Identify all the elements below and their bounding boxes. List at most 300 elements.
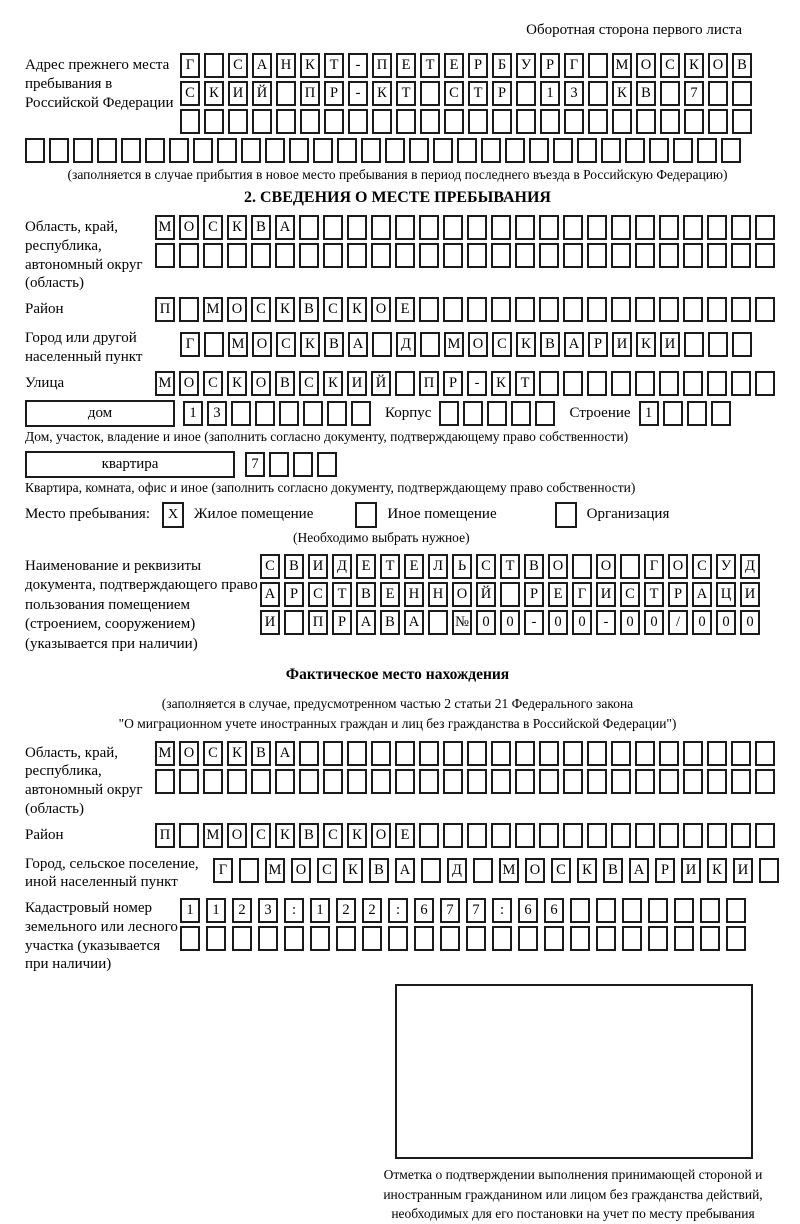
char-cell[interactable] xyxy=(395,769,415,794)
char-cell[interactable] xyxy=(395,371,415,396)
char-cell[interactable]: Т xyxy=(500,554,520,579)
char-cell[interactable] xyxy=(491,741,511,766)
char-cell[interactable] xyxy=(755,371,775,396)
char-cell[interactable] xyxy=(252,109,272,134)
char-cell[interactable]: Р xyxy=(324,81,344,106)
char-cell[interactable] xyxy=(611,243,631,268)
char-cell[interactable]: С xyxy=(476,554,496,579)
char-cell[interactable] xyxy=(635,741,655,766)
char-cell[interactable]: Т xyxy=(644,582,664,607)
char-cell[interactable] xyxy=(419,243,439,268)
char-cell[interactable] xyxy=(755,769,775,794)
char-cell[interactable]: К xyxy=(227,215,247,240)
char-cell[interactable]: С xyxy=(203,215,223,240)
char-cell[interactable]: Е xyxy=(404,554,424,579)
char-cell[interactable] xyxy=(227,243,247,268)
char-cell[interactable]: У xyxy=(516,53,536,78)
char-cell[interactable] xyxy=(659,741,679,766)
char-cell[interactable]: 0 xyxy=(548,610,568,635)
char-cell[interactable] xyxy=(732,332,752,357)
char-cell[interactable]: Л xyxy=(428,554,448,579)
char-cell[interactable] xyxy=(180,109,200,134)
char-cell[interactable]: Р xyxy=(588,332,608,357)
char-cell[interactable] xyxy=(544,926,564,951)
char-cell[interactable]: № xyxy=(452,610,472,635)
char-cell[interactable]: 3 xyxy=(207,401,227,426)
char-cell[interactable] xyxy=(179,243,199,268)
char-cell[interactable] xyxy=(588,81,608,106)
char-cell[interactable] xyxy=(596,898,616,923)
char-cell[interactable]: 7 xyxy=(466,898,486,923)
char-cell[interactable]: Т xyxy=(380,554,400,579)
char-cell[interactable]: М xyxy=(444,332,464,357)
char-cell[interactable] xyxy=(439,401,459,426)
char-cell[interactable] xyxy=(731,823,751,848)
char-cell[interactable] xyxy=(179,823,199,848)
char-cell[interactable]: - xyxy=(467,371,487,396)
char-cell[interactable]: С xyxy=(444,81,464,106)
char-cell[interactable] xyxy=(361,138,381,163)
char-cell[interactable] xyxy=(659,243,679,268)
char-cell[interactable] xyxy=(323,243,343,268)
char-cell[interactable] xyxy=(732,81,752,106)
char-cell[interactable] xyxy=(180,926,200,951)
char-cell[interactable]: Е xyxy=(380,582,400,607)
char-cell[interactable] xyxy=(731,297,751,322)
char-cell[interactable] xyxy=(659,215,679,240)
char-cell[interactable]: А xyxy=(564,332,584,357)
char-cell[interactable]: А xyxy=(692,582,712,607)
char-cell[interactable]: : xyxy=(284,898,304,923)
char-cell[interactable]: 0 xyxy=(476,610,496,635)
char-cell[interactable] xyxy=(467,297,487,322)
char-cell[interactable] xyxy=(300,109,320,134)
char-cell[interactable]: М xyxy=(499,858,519,883)
char-cell[interactable]: Д xyxy=(740,554,760,579)
char-cell[interactable] xyxy=(683,371,703,396)
char-cell[interactable]: С xyxy=(228,53,248,78)
char-cell[interactable]: 1 xyxy=(206,898,226,923)
char-cell[interactable]: Н xyxy=(428,582,448,607)
char-cell[interactable]: О xyxy=(179,371,199,396)
char-cell[interactable] xyxy=(371,769,391,794)
char-cell[interactable] xyxy=(265,138,285,163)
char-cell[interactable] xyxy=(660,81,680,106)
char-cell[interactable]: Т xyxy=(468,81,488,106)
char-cell[interactable] xyxy=(570,898,590,923)
char-cell[interactable] xyxy=(419,823,439,848)
char-cell[interactable]: И xyxy=(612,332,632,357)
char-cell[interactable]: К xyxy=(347,297,367,322)
char-cell[interactable] xyxy=(155,769,175,794)
char-cell[interactable]: В xyxy=(356,582,376,607)
char-cell[interactable] xyxy=(731,371,751,396)
char-cell[interactable]: 3 xyxy=(258,898,278,923)
char-cell[interactable] xyxy=(371,741,391,766)
char-cell[interactable] xyxy=(232,926,252,951)
char-cell[interactable] xyxy=(683,741,703,766)
char-cell[interactable] xyxy=(515,243,535,268)
char-cell[interactable]: К xyxy=(300,332,320,357)
char-cell[interactable] xyxy=(433,138,453,163)
char-cell[interactable]: В xyxy=(299,297,319,322)
char-cell[interactable] xyxy=(217,138,237,163)
char-cell[interactable]: А xyxy=(260,582,280,607)
char-cell[interactable]: 6 xyxy=(518,898,538,923)
char-cell[interactable]: А xyxy=(275,215,295,240)
char-cell[interactable] xyxy=(169,138,189,163)
char-cell[interactable]: К xyxy=(204,81,224,106)
char-cell[interactable]: 1 xyxy=(540,81,560,106)
char-cell[interactable] xyxy=(324,109,344,134)
char-cell[interactable]: С xyxy=(317,858,337,883)
char-cell[interactable] xyxy=(612,109,632,134)
char-cell[interactable] xyxy=(505,138,525,163)
char-cell[interactable] xyxy=(440,926,460,951)
char-cell[interactable]: Т xyxy=(332,582,352,607)
char-cell[interactable] xyxy=(255,401,275,426)
char-cell[interactable] xyxy=(529,138,549,163)
char-cell[interactable]: 1 xyxy=(310,898,330,923)
char-cell[interactable] xyxy=(587,769,607,794)
char-cell[interactable] xyxy=(635,823,655,848)
char-cell[interactable] xyxy=(204,332,224,357)
char-cell[interactable] xyxy=(419,741,439,766)
char-cell[interactable]: Р xyxy=(524,582,544,607)
char-cell[interactable]: Е xyxy=(548,582,568,607)
char-cell[interactable] xyxy=(317,452,337,477)
char-cell[interactable]: С xyxy=(299,371,319,396)
char-cell[interactable]: С xyxy=(692,554,712,579)
char-cell[interactable] xyxy=(663,401,683,426)
char-cell[interactable] xyxy=(276,109,296,134)
char-cell[interactable]: Н xyxy=(404,582,424,607)
char-cell[interactable] xyxy=(414,926,434,951)
char-cell[interactable] xyxy=(443,741,463,766)
char-cell[interactable]: Т xyxy=(420,53,440,78)
char-cell[interactable]: Д xyxy=(332,554,352,579)
char-cell[interactable]: О xyxy=(708,53,728,78)
char-cell[interactable] xyxy=(97,138,117,163)
char-cell[interactable]: Р xyxy=(655,858,675,883)
char-cell[interactable]: Г xyxy=(180,332,200,357)
char-cell[interactable]: А xyxy=(629,858,649,883)
char-cell[interactable]: С xyxy=(323,297,343,322)
char-cell[interactable]: М xyxy=(612,53,632,78)
char-cell[interactable] xyxy=(491,215,511,240)
char-cell[interactable] xyxy=(587,297,607,322)
char-cell[interactable] xyxy=(487,401,507,426)
char-cell[interactable]: 7 xyxy=(684,81,704,106)
char-cell[interactable] xyxy=(275,243,295,268)
char-cell[interactable] xyxy=(227,769,247,794)
char-cell[interactable] xyxy=(659,823,679,848)
char-cell[interactable] xyxy=(347,243,367,268)
char-cell[interactable]: Р xyxy=(332,610,352,635)
char-cell[interactable] xyxy=(206,926,226,951)
char-cell[interactable] xyxy=(707,769,727,794)
char-cell[interactable] xyxy=(635,215,655,240)
char-cell[interactable] xyxy=(467,769,487,794)
char-cell[interactable] xyxy=(443,823,463,848)
char-cell[interactable]: К xyxy=(300,53,320,78)
char-cell[interactable] xyxy=(396,109,416,134)
char-cell[interactable] xyxy=(421,858,441,883)
char-cell[interactable] xyxy=(587,741,607,766)
char-cell[interactable]: К xyxy=(347,823,367,848)
char-cell[interactable] xyxy=(467,215,487,240)
char-cell[interactable]: О xyxy=(468,332,488,357)
char-cell[interactable] xyxy=(596,926,616,951)
char-cell[interactable] xyxy=(337,138,357,163)
char-cell[interactable] xyxy=(258,926,278,951)
char-cell[interactable] xyxy=(563,741,583,766)
char-cell[interactable] xyxy=(515,741,535,766)
char-cell[interactable] xyxy=(649,138,669,163)
char-cell[interactable] xyxy=(347,215,367,240)
char-cell[interactable] xyxy=(518,926,538,951)
char-cell[interactable]: Е xyxy=(395,823,415,848)
char-cell[interactable]: С xyxy=(276,332,296,357)
char-cell[interactable]: К xyxy=(275,297,295,322)
char-cell[interactable]: Ь xyxy=(452,554,472,579)
char-cell[interactable] xyxy=(708,332,728,357)
char-cell[interactable] xyxy=(204,53,224,78)
char-cell[interactable]: О xyxy=(596,554,616,579)
char-cell[interactable] xyxy=(466,926,486,951)
char-cell[interactable] xyxy=(635,769,655,794)
char-cell[interactable]: Е xyxy=(396,53,416,78)
char-cell[interactable]: Б xyxy=(492,53,512,78)
char-cell[interactable] xyxy=(351,401,371,426)
char-cell[interactable] xyxy=(587,243,607,268)
char-cell[interactable]: О xyxy=(371,823,391,848)
char-cell[interactable] xyxy=(516,109,536,134)
char-cell[interactable]: Й xyxy=(252,81,272,106)
char-cell[interactable] xyxy=(443,769,463,794)
char-cell[interactable] xyxy=(611,215,631,240)
char-cell[interactable] xyxy=(409,138,429,163)
char-cell[interactable]: А xyxy=(395,858,415,883)
char-cell[interactable] xyxy=(564,109,584,134)
char-cell[interactable]: Е xyxy=(356,554,376,579)
char-cell[interactable] xyxy=(516,81,536,106)
char-cell[interactable] xyxy=(420,81,440,106)
char-cell[interactable] xyxy=(759,858,779,883)
char-cell[interactable]: К xyxy=(491,371,511,396)
char-cell[interactable] xyxy=(707,215,727,240)
char-cell[interactable] xyxy=(601,138,621,163)
char-cell[interactable] xyxy=(755,741,775,766)
char-cell[interactable] xyxy=(204,109,224,134)
char-cell[interactable] xyxy=(348,109,368,134)
char-cell[interactable]: 0 xyxy=(692,610,712,635)
char-cell[interactable] xyxy=(372,109,392,134)
char-cell[interactable]: Р xyxy=(540,53,560,78)
char-cell[interactable] xyxy=(371,215,391,240)
char-cell[interactable] xyxy=(539,243,559,268)
char-cell[interactable] xyxy=(193,138,213,163)
char-cell[interactable]: И xyxy=(740,582,760,607)
char-cell[interactable] xyxy=(587,823,607,848)
char-cell[interactable] xyxy=(563,297,583,322)
char-cell[interactable] xyxy=(323,741,343,766)
char-cell[interactable]: Д xyxy=(447,858,467,883)
char-cell[interactable] xyxy=(203,769,223,794)
char-cell[interactable] xyxy=(251,243,271,268)
char-cell[interactable]: В xyxy=(324,332,344,357)
char-cell[interactable]: С xyxy=(620,582,640,607)
char-cell[interactable]: О xyxy=(525,858,545,883)
char-cell[interactable]: И xyxy=(347,371,367,396)
char-cell[interactable] xyxy=(251,769,271,794)
char-cell[interactable]: А xyxy=(275,741,295,766)
char-cell[interactable] xyxy=(721,138,741,163)
char-cell[interactable]: 6 xyxy=(414,898,434,923)
char-cell[interactable] xyxy=(636,109,656,134)
char-cell[interactable] xyxy=(228,109,248,134)
char-cell[interactable]: Р xyxy=(668,582,688,607)
char-cell[interactable] xyxy=(611,769,631,794)
char-cell[interactable]: М xyxy=(265,858,285,883)
char-cell[interactable] xyxy=(491,769,511,794)
char-cell[interactable] xyxy=(179,297,199,322)
char-cell[interactable]: Ц xyxy=(716,582,736,607)
char-cell[interactable]: А xyxy=(252,53,272,78)
char-cell[interactable]: 3 xyxy=(564,81,584,106)
char-cell[interactable]: 7 xyxy=(245,452,265,477)
stay-type-checkbox-residential[interactable]: X xyxy=(162,502,184,528)
char-cell[interactable] xyxy=(683,823,703,848)
char-cell[interactable] xyxy=(683,297,703,322)
char-cell[interactable] xyxy=(539,215,559,240)
char-cell[interactable] xyxy=(622,898,642,923)
char-cell[interactable]: П xyxy=(300,81,320,106)
char-cell[interactable] xyxy=(231,401,251,426)
char-cell[interactable]: 1 xyxy=(183,401,203,426)
char-cell[interactable] xyxy=(635,297,655,322)
char-cell[interactable]: К xyxy=(275,823,295,848)
char-cell[interactable]: - xyxy=(596,610,616,635)
char-cell[interactable]: И xyxy=(228,81,248,106)
char-cell[interactable]: 0 xyxy=(620,610,640,635)
char-cell[interactable]: К xyxy=(684,53,704,78)
char-cell[interactable] xyxy=(467,243,487,268)
char-cell[interactable] xyxy=(395,243,415,268)
char-cell[interactable]: 0 xyxy=(644,610,664,635)
char-cell[interactable]: К xyxy=(372,81,392,106)
char-cell[interactable] xyxy=(347,769,367,794)
char-cell[interactable] xyxy=(299,215,319,240)
char-cell[interactable] xyxy=(553,138,573,163)
char-cell[interactable]: Е xyxy=(395,297,415,322)
char-cell[interactable] xyxy=(276,81,296,106)
char-cell[interactable]: 1 xyxy=(639,401,659,426)
char-cell[interactable] xyxy=(269,452,289,477)
char-cell[interactable] xyxy=(683,215,703,240)
char-cell[interactable] xyxy=(697,138,717,163)
char-cell[interactable] xyxy=(121,138,141,163)
char-cell[interactable]: С xyxy=(551,858,571,883)
char-cell[interactable]: С xyxy=(308,582,328,607)
char-cell[interactable] xyxy=(419,215,439,240)
char-cell[interactable]: 0 xyxy=(740,610,760,635)
char-cell[interactable] xyxy=(371,243,391,268)
char-cell[interactable]: О xyxy=(548,554,568,579)
char-cell[interactable]: К xyxy=(323,371,343,396)
char-cell[interactable]: М xyxy=(228,332,248,357)
char-cell[interactable]: Й xyxy=(476,582,496,607)
char-cell[interactable]: В xyxy=(251,741,271,766)
char-cell[interactable]: М xyxy=(155,371,175,396)
char-cell[interactable] xyxy=(500,582,520,607)
char-cell[interactable]: М xyxy=(155,215,175,240)
char-cell[interactable]: К xyxy=(636,332,656,357)
char-cell[interactable] xyxy=(620,554,640,579)
char-cell[interactable] xyxy=(539,371,559,396)
char-cell[interactable]: И xyxy=(660,332,680,357)
char-cell[interactable]: В xyxy=(299,823,319,848)
char-cell[interactable]: С xyxy=(251,823,271,848)
char-cell[interactable] xyxy=(755,215,775,240)
char-cell[interactable] xyxy=(539,769,559,794)
char-cell[interactable]: - xyxy=(348,53,368,78)
char-cell[interactable]: Т xyxy=(396,81,416,106)
char-cell[interactable] xyxy=(707,371,727,396)
char-cell[interactable] xyxy=(708,109,728,134)
char-cell[interactable]: С xyxy=(323,823,343,848)
char-cell[interactable] xyxy=(587,371,607,396)
char-cell[interactable]: С xyxy=(203,741,223,766)
char-cell[interactable]: С xyxy=(660,53,680,78)
char-cell[interactable]: Р xyxy=(443,371,463,396)
char-cell[interactable]: К xyxy=(227,371,247,396)
char-cell[interactable] xyxy=(683,243,703,268)
char-cell[interactable]: К xyxy=(516,332,536,357)
char-cell[interactable] xyxy=(648,898,668,923)
char-cell[interactable] xyxy=(293,452,313,477)
char-cell[interactable] xyxy=(419,769,439,794)
char-cell[interactable] xyxy=(395,215,415,240)
char-cell[interactable] xyxy=(275,769,295,794)
char-cell[interactable] xyxy=(687,401,707,426)
char-cell[interactable] xyxy=(511,401,531,426)
char-cell[interactable] xyxy=(443,215,463,240)
char-cell[interactable] xyxy=(674,898,694,923)
char-cell[interactable]: Г xyxy=(564,53,584,78)
char-cell[interactable] xyxy=(684,332,704,357)
char-cell[interactable]: С xyxy=(492,332,512,357)
char-cell[interactable] xyxy=(700,926,720,951)
char-cell[interactable]: Н xyxy=(276,53,296,78)
char-cell[interactable]: А xyxy=(404,610,424,635)
char-cell[interactable] xyxy=(683,769,703,794)
char-cell[interactable] xyxy=(540,109,560,134)
char-cell[interactable] xyxy=(731,215,751,240)
char-cell[interactable] xyxy=(420,109,440,134)
char-cell[interactable] xyxy=(563,823,583,848)
char-cell[interactable] xyxy=(395,741,415,766)
char-cell[interactable]: К xyxy=(707,858,727,883)
char-cell[interactable] xyxy=(467,741,487,766)
char-cell[interactable] xyxy=(299,769,319,794)
char-cell[interactable]: 2 xyxy=(232,898,252,923)
char-cell[interactable] xyxy=(635,243,655,268)
stay-type-checkbox-other[interactable] xyxy=(355,502,377,528)
char-cell[interactable] xyxy=(145,138,165,163)
char-cell[interactable]: 2 xyxy=(362,898,382,923)
char-cell[interactable] xyxy=(755,297,775,322)
